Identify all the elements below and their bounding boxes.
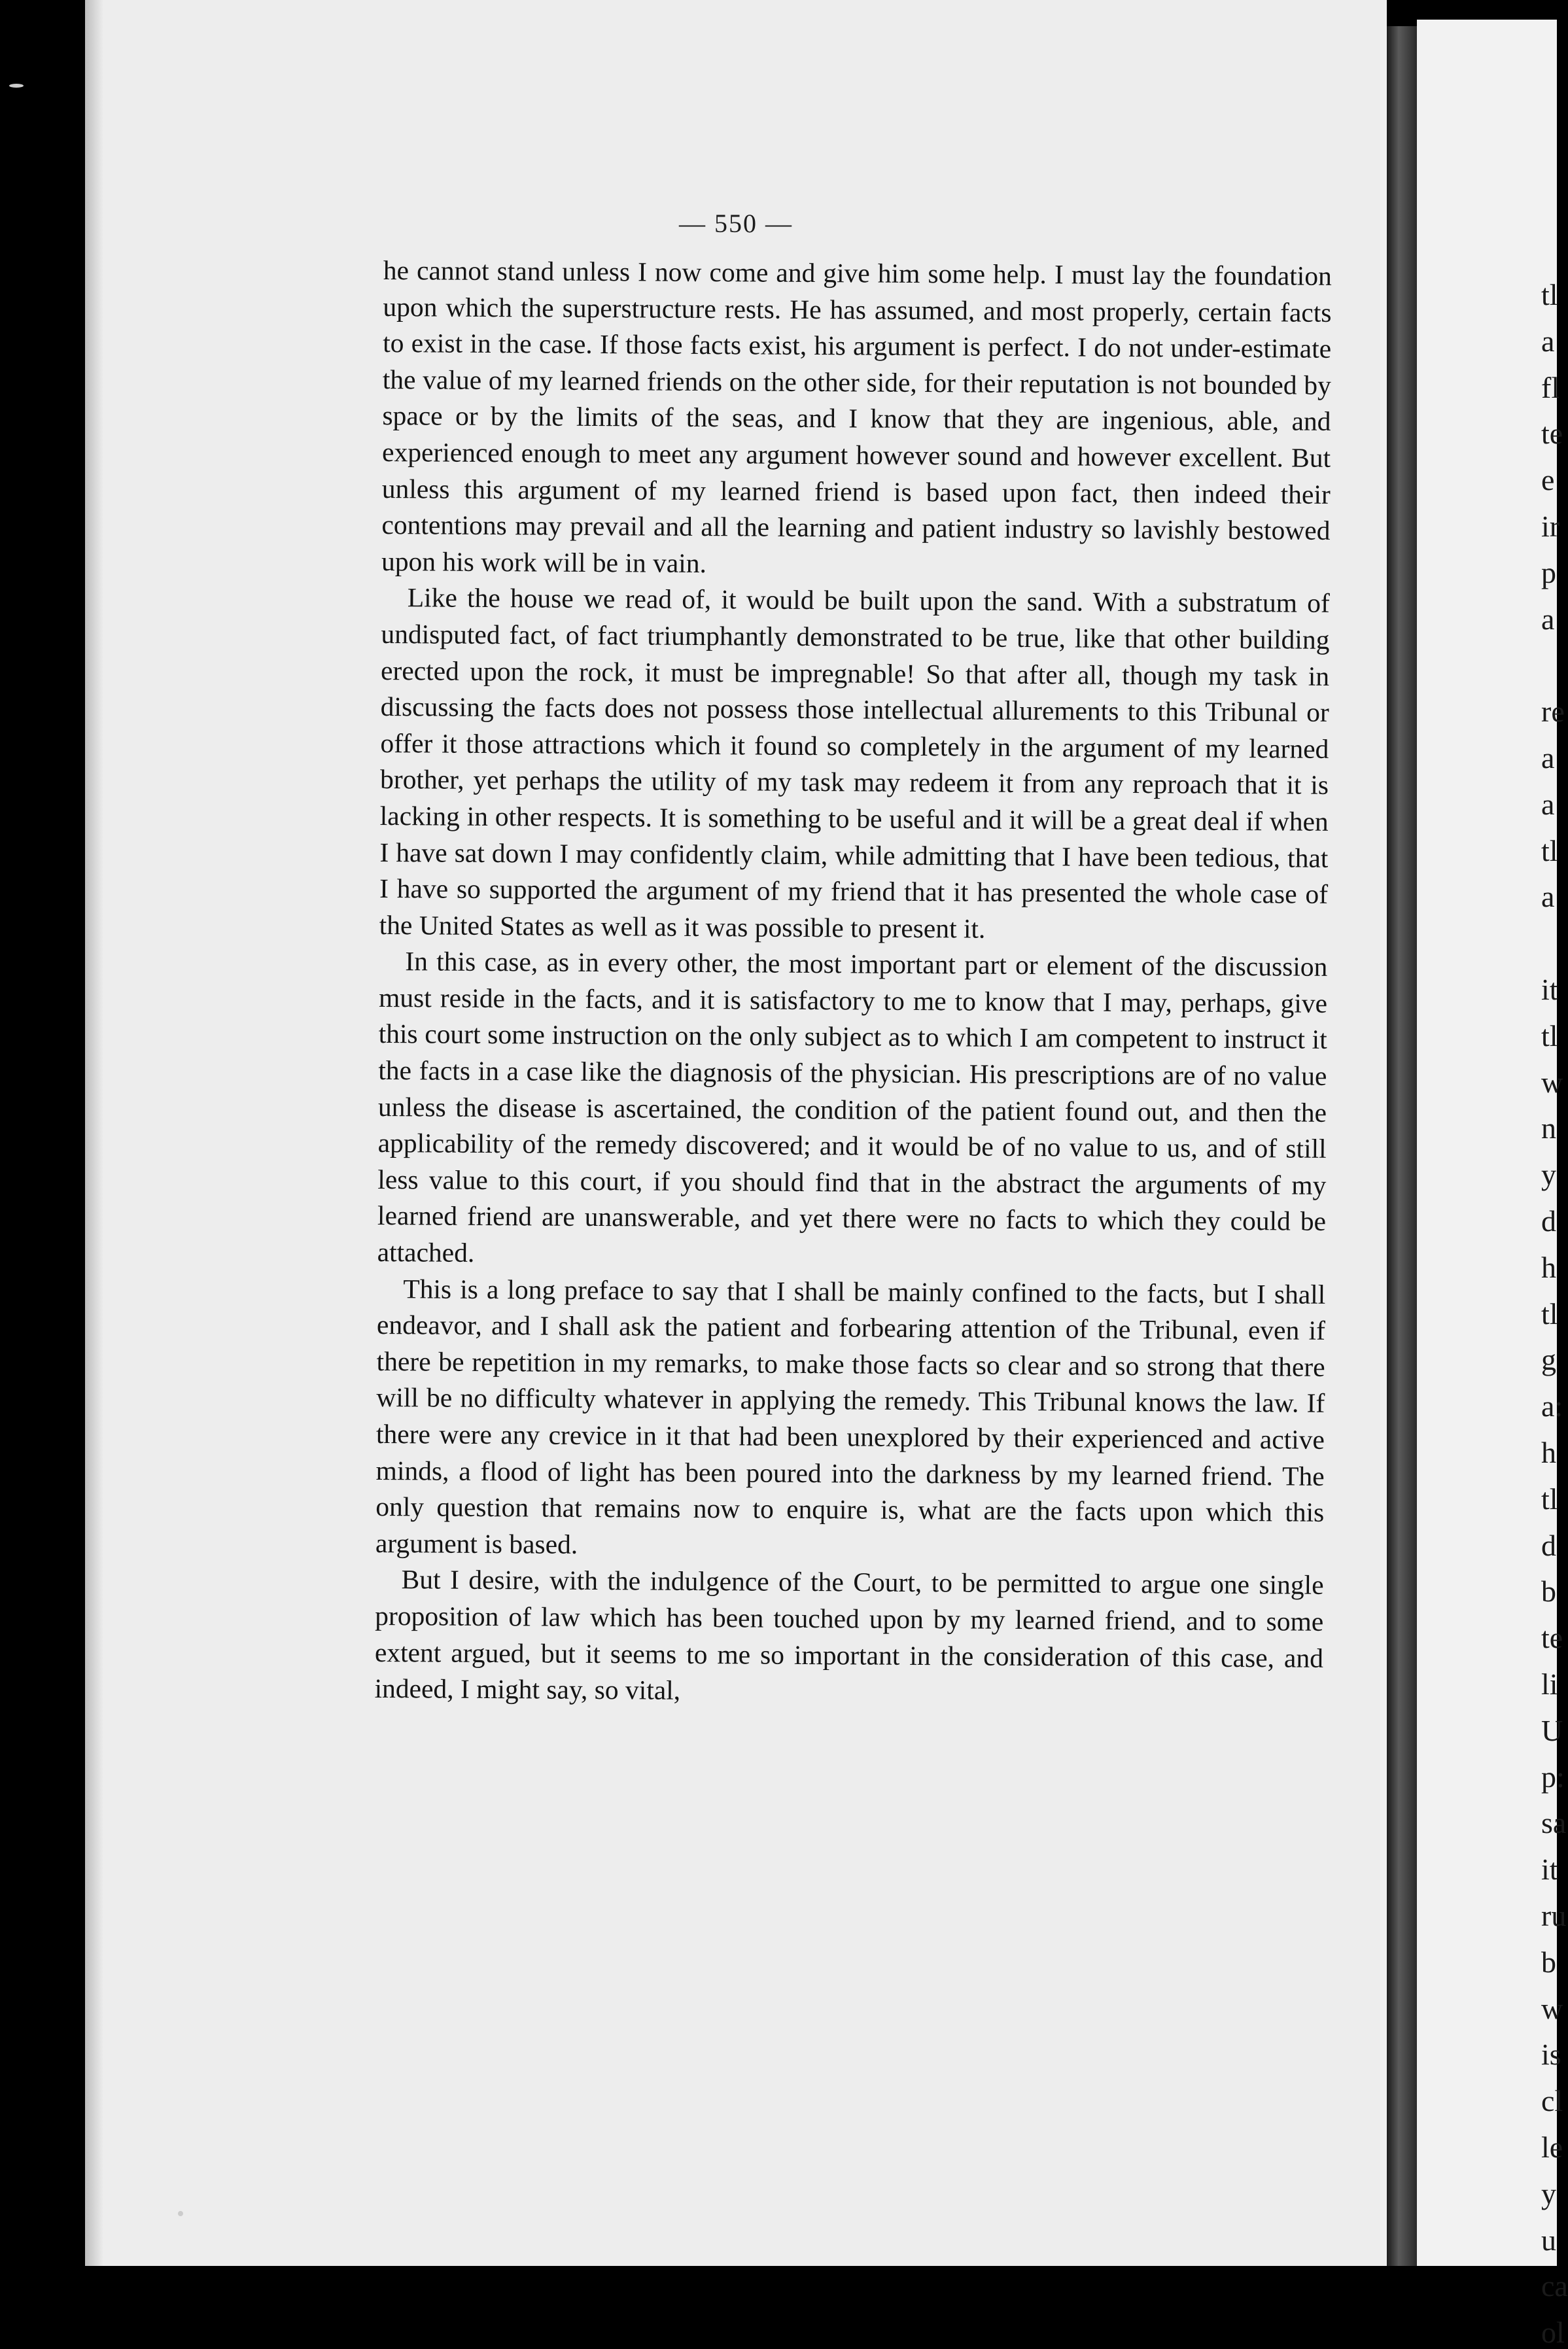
- paragraph-2: Like the house we read of, it would be built upon the sand. With a substratum of undisputed fact, of fact triumphantly demonstrated to be true, like that other building erected upon the rock, it must be impregnable! So that after all, though my task in discussing the facts does not possess those intellectual allurements to this Tribunal or offer it those attractions which it found so completely in the argument of my learned brother, yet perhaps the utility of my task may redeem it from any reproach that it is lacking in other respects. It is something to be useful and it will be a great deal if when I have sat down I may confidently claim, while admitting that I have been tedious, that I have so supported the argument of my friend that it has presented the whole case of the United States as well as it was possible to present it.: [379, 582, 1330, 944]
- facing-page-fragment: le: [1541, 2131, 1563, 2164]
- facing-page-fragment: y: [1541, 2176, 1556, 2210]
- facing-page-fragment: re: [1541, 695, 1565, 729]
- facing-page-fragment: a: [1541, 602, 1555, 636]
- facing-page-fragment: h: [1541, 1436, 1556, 1469]
- facing-page-fragment: p: [1541, 555, 1556, 589]
- facing-page-fragment: d: [1541, 1528, 1556, 1562]
- facing-page-fragment: li: [1541, 1667, 1558, 1701]
- facing-page-fragment: w: [1541, 1065, 1563, 1099]
- facing-page-fragment: is: [1541, 2038, 1561, 2072]
- page-number: — 550 —: [679, 209, 793, 238]
- facing-page-fragment: a: [1541, 324, 1555, 358]
- facing-page-fragment: a: [1541, 787, 1555, 821]
- facing-page-fragment: it: [1541, 973, 1558, 1006]
- facing-page-fragment: a:: [1541, 1389, 1563, 1423]
- facing-page-fragment: tl: [1541, 1296, 1558, 1331]
- facing-page-fragment: a: [1541, 741, 1555, 774]
- facing-page-fragment: y: [1541, 1158, 1556, 1192]
- facing-page-sliver: [1417, 20, 1568, 2349]
- left-page: [85, 0, 1387, 2266]
- facing-page-fragment: h: [1541, 1250, 1556, 1284]
- facing-page-fragment: tl: [1541, 278, 1558, 311]
- facing-page-fragment: e: [1541, 463, 1555, 497]
- facing-page-fragment: tl: [1541, 1018, 1558, 1053]
- facing-page-fragment: U: [1541, 1713, 1563, 1747]
- facing-page-fragment: u: [1541, 2223, 1556, 2257]
- facing-page-fragment: n: [1541, 1111, 1556, 1145]
- facing-page-fragment: d: [1541, 1204, 1556, 1238]
- facing-page-fragment: fl: [1541, 370, 1560, 404]
- paragraph-3: In this case, as in every other, the most important part or element of the discussion must reside in the facts, and it is satisfactory to me to know that I may, perhaps, give this court some instruction on the only subject as to which I am competent to instruct it the facts in a case like the diagnosis of the physician. His prescriptions are of no value unless the disease is ascertained, the condition of the patient found out, and then the applicability of the remedy discovered; and it would be of no value to us, and of still less value to this court, if you should find that in the abstract the arguments of my learned friend are unanswerable, and yet there were no facts to which they could be attached.: [377, 946, 1328, 1268]
- facing-page-fragment: cl: [1541, 2084, 1563, 2118]
- facing-page-fragment: te: [1541, 1621, 1563, 1655]
- facing-page-fragment: b: [1541, 1945, 1556, 1979]
- facing-page-fragment: tl: [1541, 1482, 1558, 1516]
- facing-page-fragment: ru: [1541, 1899, 1567, 1932]
- facing-page-fragment: w: [1541, 1991, 1563, 2025]
- dust-speck: [178, 2211, 183, 2216]
- facing-page-fragment: p:: [1541, 1760, 1565, 1794]
- facing-page-fragment: ir: [1541, 510, 1560, 543]
- paragraph-5: But I desire, with the indulgence of the Court, to be permitted to argue one single proposition of law which has been touched upon by my learned friend, and to some extent argued, but it seems to me so important in the consideration of this case, and indeed, I might say, so vital,: [374, 1564, 1324, 1705]
- facing-page-fragment: it: [1541, 1853, 1558, 1887]
- body-text: [374, 252, 1332, 1713]
- facing-page-fragment: b: [1541, 1575, 1556, 1609]
- facing-page-fragment: te: [1541, 417, 1563, 451]
- facing-page-fragment: ca: [1541, 2269, 1568, 2303]
- page-edge-shadow: [85, 0, 103, 2266]
- facing-page-fragment: sa: [1541, 1806, 1567, 1840]
- dust-speck: [9, 84, 24, 88]
- book-binding: [1387, 26, 1417, 2266]
- facing-page-fragment: ol: [1541, 2316, 1565, 2349]
- facing-page-fragment: tl: [1541, 833, 1558, 867]
- facing-page-fragment: a: [1541, 880, 1555, 914]
- facing-page-fragment: g: [1541, 1343, 1556, 1377]
- paragraph-4: This is a long preface to say that I shall be mainly confined to the facts, but I shall endeavor, and I shall ask the patient and forbearing attention of the Tribunal, even if there be repetition in my remarks, to make those facts so clear and so strong that there will be no difficulty whatever in applying the remedy. This Tribunal knows the law. If there were any crevice in it that had been unexplored by their experienced and active minds, a flood of light has been poured into the darkness by my learned friend. The only question that remains now to enquire is, what are the facts upon which this argument is based.: [375, 1273, 1326, 1559]
- paragraph-1: he cannot stand unless I now come and give him some help. I must lay the foundation upon which the superstructure rests. He has assumed, and most properly, certain facts to exist in the case. If those facts exist, his argument is perfect. I do not under-estimate the value of my learned friends on the other side, for their reputation is not bounded by space or by the limits of the seas, and I know that they are ingenious, able, and experienced enough to meet any argument however sound and however excellent. But unless this argument of my learned friend is based upon fact, then indeed their contentions may prevail and all the learning and patient industry so lavishly bestowed upon his work will be in vain.: [381, 254, 1332, 578]
